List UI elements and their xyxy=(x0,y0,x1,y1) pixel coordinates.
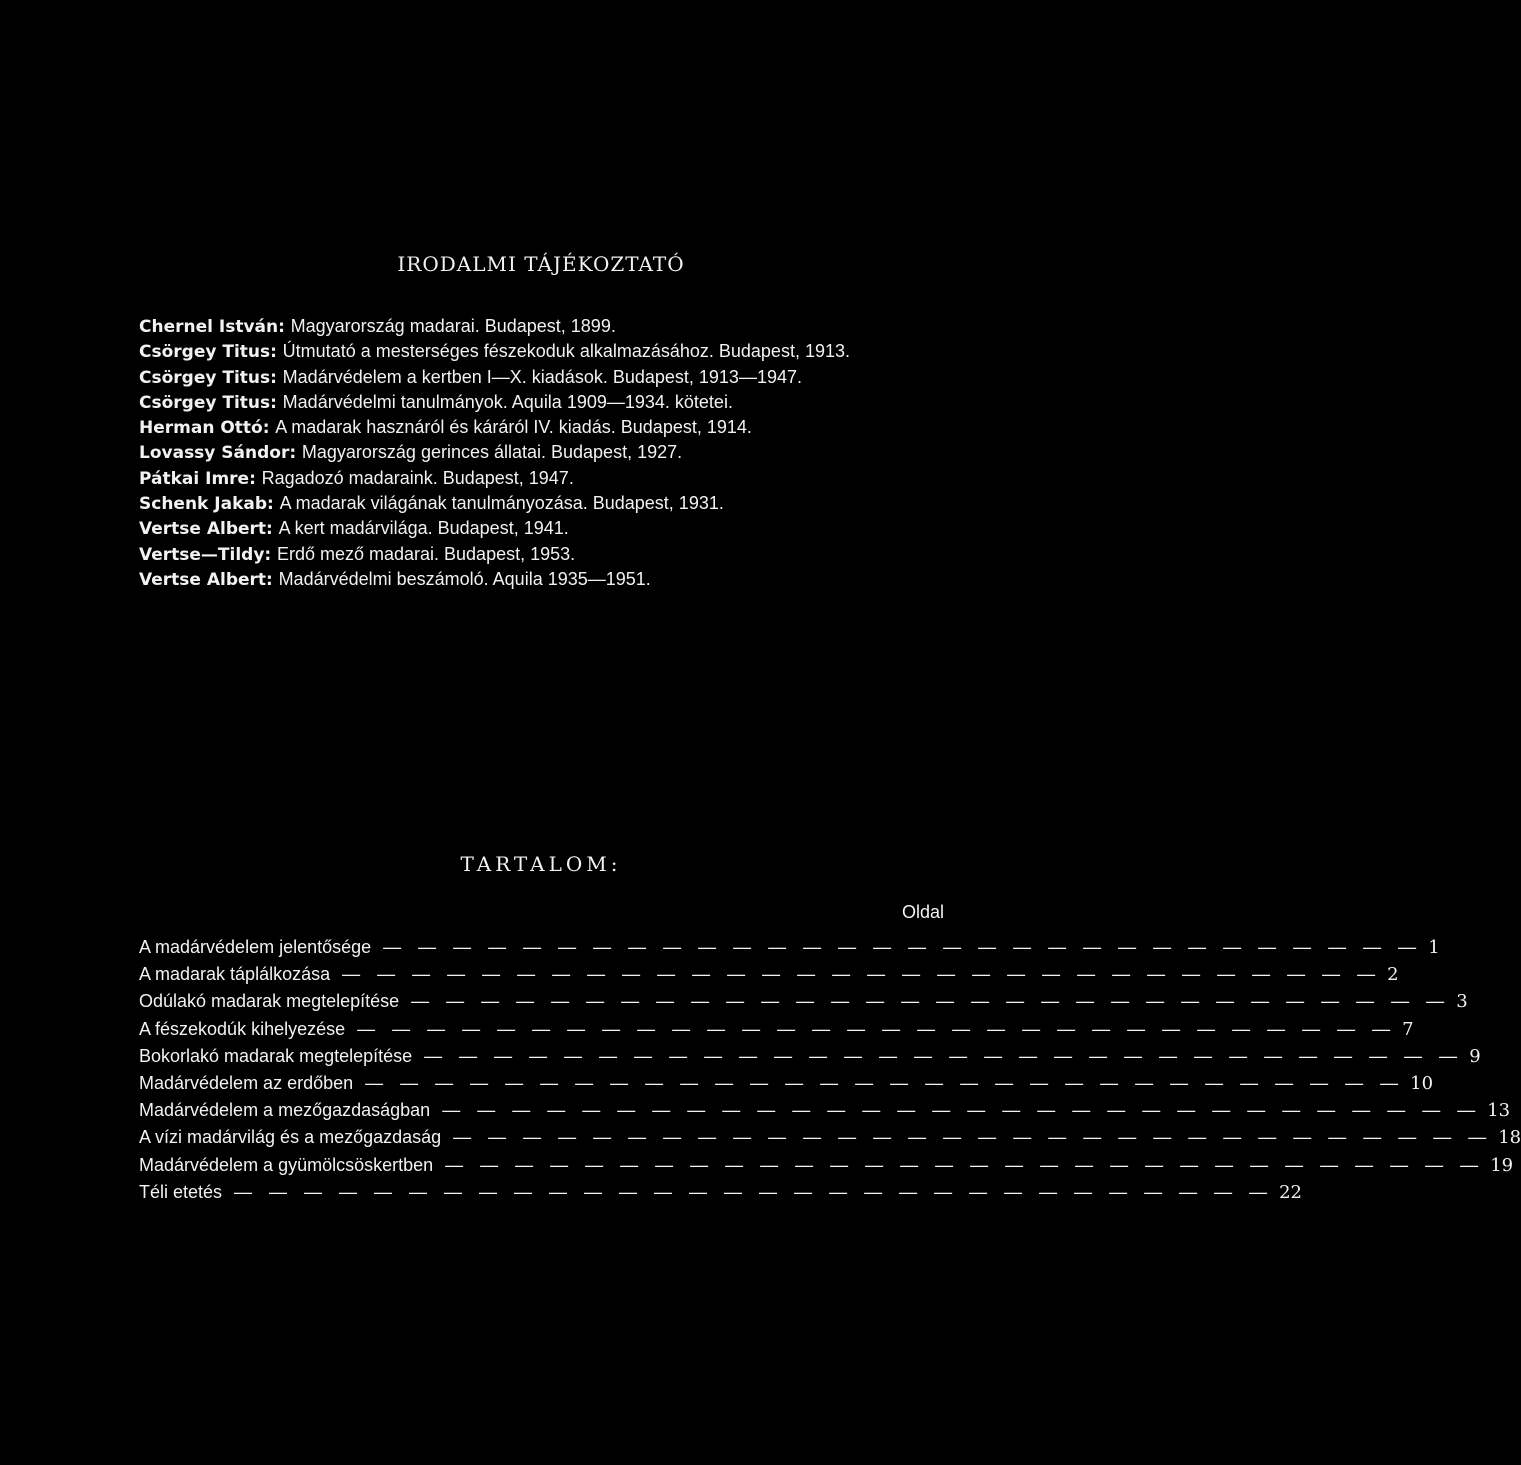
toc-item xyxy=(139,1043,1481,1070)
toc-item xyxy=(139,1179,1302,1206)
toc-item xyxy=(139,1097,1511,1124)
toc-item xyxy=(139,988,1468,1015)
bibliography-entry xyxy=(139,567,959,592)
toc-item-page: 9 xyxy=(1469,1045,1481,1067)
entry-work: Madárvédelmi tanulmányok. Aquila 1909—1934. kötetei. xyxy=(282,391,733,412)
entry-author: Csörgey Titus: xyxy=(139,367,277,388)
toc-leader: — — — — — — — — — — — — — — — — — — — — — — — — — — — — — — xyxy=(342,964,1382,985)
entry-work: Ragadozó madaraink. Budapest, 1947. xyxy=(261,467,574,488)
entry-work: Útmutató a mesterséges fészekoduk alkalmazásához. Budapest, 1913. xyxy=(282,341,850,362)
entry-work: Magyarország madarai. Budapest, 1899. xyxy=(290,316,616,336)
toc-item-title: A madárvédelem jelentősége xyxy=(139,937,372,957)
literature-heading: IRODALMI TÁJÉKOZTATÓ xyxy=(397,252,685,276)
toc-leader: — — — — — — — — — — — — — — — — — — — — — — — — — — — — — — xyxy=(357,1018,1397,1039)
bibliography-entry xyxy=(139,314,959,339)
toc-leader: — — — — — — — — — — — — — — — — — — — — — — — — — — — — — — xyxy=(234,1181,1274,1202)
toc-item-page: 13 xyxy=(1487,1100,1511,1122)
toc-item-page: 19 xyxy=(1490,1154,1514,1176)
toc-item xyxy=(139,1152,1514,1179)
toc-item-title: Madárvédelem a gyümölcsöskertben xyxy=(139,1154,434,1175)
toc-item-title: Bokorlakó madarak megtelepítése xyxy=(139,1045,413,1066)
entry-author: Vertse Albert: xyxy=(139,519,273,540)
toc-item-page: 10 xyxy=(1410,1072,1434,1094)
toc-leader: — — — — — — — — — — — — — — — — — — — — — — — — — — — — — — xyxy=(411,991,1451,1012)
bibliography-entry xyxy=(139,415,959,440)
toc-item xyxy=(139,1124,1521,1151)
toc-item-page: 7 xyxy=(1402,1018,1414,1040)
toc-item-page: 18 xyxy=(1498,1127,1521,1149)
toc-item-title: A madarak táplálkozása xyxy=(139,964,331,985)
toc-item-title: Madárvédelem a mezőgazdaságban xyxy=(139,1100,431,1121)
bibliography-list xyxy=(139,314,959,592)
toc-item-title: Odúlakó madarak megtelepítése xyxy=(139,991,400,1012)
toc-leader: — — — — — — — — — — — — — — — — — — — — — — — — — — — — — — xyxy=(442,1100,1482,1121)
toc-leader: — — — — — — — — — — — — — — — — — — — — — — — — — — — — — — xyxy=(383,937,1423,957)
bibliography-entry xyxy=(139,516,959,541)
entry-author: Vertse—Tildy: xyxy=(139,544,272,565)
bibliography-entry xyxy=(139,390,959,415)
toc-leader: — — — — — — — — — — — — — — — — — — — — — — — — — — — — — — xyxy=(445,1154,1485,1175)
bibliography-entry xyxy=(139,339,959,364)
toc-leader: — — — — — — — — — — — — — — — — — — — — — — — — — — — — — — xyxy=(453,1127,1493,1148)
toc-item-title: A fészekodúk kihelyezése xyxy=(139,1018,346,1039)
entry-work: A kert madárvilága. Budapest, 1941. xyxy=(278,518,569,539)
entry-author: Chernel István: xyxy=(139,317,285,337)
toc-item-title: A vízi madárvilág és a mezőgazdaság xyxy=(139,1127,442,1148)
entry-author: Csörgey Titus: xyxy=(139,392,277,413)
bibliography-entry xyxy=(139,542,959,567)
toc-item xyxy=(139,961,1399,988)
bibliography-entry xyxy=(139,440,959,465)
page-column-label: Oldal xyxy=(901,902,944,922)
toc-item xyxy=(139,1070,1434,1097)
entry-work: Magyarország gerinces állatai. Budapest, 1927. xyxy=(301,442,683,463)
entry-work: Madárvédelmi beszámoló. Aquila 1935—1951. xyxy=(278,568,651,589)
entry-work: Erdő mező madarai. Budapest, 1953. xyxy=(276,543,576,564)
toc-item xyxy=(139,1016,1414,1043)
toc-leader: — — — — — — — — — — — — — — — — — — — — — — — — — — — — — — xyxy=(424,1045,1464,1066)
table-of-contents xyxy=(139,934,1521,1206)
entry-author: Lovassy Sándor: xyxy=(139,443,297,464)
entry-author: Herman Ottó: xyxy=(139,418,270,439)
entry-author: Pátkai Imre: xyxy=(139,468,256,489)
contents-heading: TARTALOM: xyxy=(460,852,622,876)
toc-item-page: 2 xyxy=(1387,964,1399,986)
entry-author: Vertse Albert: xyxy=(139,569,273,590)
toc-item xyxy=(139,934,1440,961)
bibliography-entry xyxy=(139,365,959,390)
toc-item-page: 3 xyxy=(1456,991,1468,1013)
toc-item-page: 22 xyxy=(1279,1181,1302,1203)
bibliography-entry xyxy=(139,466,959,491)
entry-author: Schenk Jakab: xyxy=(139,494,274,515)
toc-item-page: 1 xyxy=(1428,937,1440,958)
bibliography-entry xyxy=(139,491,959,516)
entry-work: Madárvédelem a kertben I—X. kiadások. Budapest, 1913—1947. xyxy=(282,366,802,387)
entry-work: A madarak hasznáról és káráról IV. kiadás. Budapest, 1914. xyxy=(275,417,752,438)
entry-work: A madarak világának tanulmányozása. Budapest, 1931. xyxy=(279,493,724,514)
entry-author: Csörgey Titus: xyxy=(139,342,277,363)
toc-item-title: Téli etetés xyxy=(139,1181,223,1202)
toc-leader: — — — — — — — — — — — — — — — — — — — — — — — — — — — — — — xyxy=(365,1072,1405,1093)
toc-item-title: Madárvédelem az erdőben xyxy=(139,1072,354,1093)
